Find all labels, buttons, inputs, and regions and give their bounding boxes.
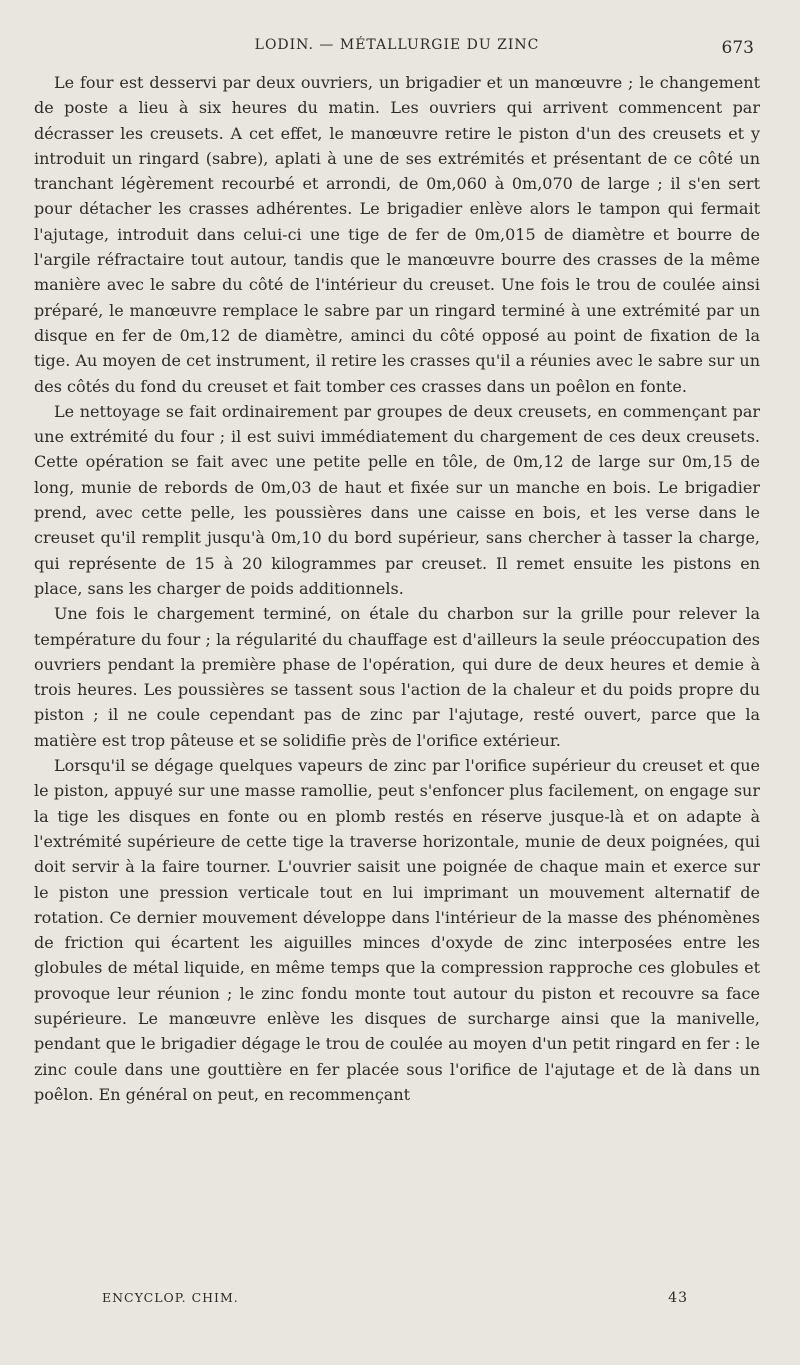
page-number: 673 <box>721 38 754 58</box>
body-text <box>34 70 760 1107</box>
signature-number: 43 <box>668 1290 688 1306</box>
paragraph-2: Le nettoyage se fait ordinairement par groupes de deux creusets, en commençant par une extrémité du four ; il est suivi immédiatement du chargement de ces deux creusets. Cette opération se fait avec une petite pelle en tôle, de 0m,12 de large sur 0m,15 de long, munie de rebords de 0m,03 de haut et fixée sur un manche en bois. Le brigadier prend, avec cette pelle, les poussières dans une caisse en bois, et les verse dans le creuset qu'il remplit jusqu'à 0m,10 du bord supérieur, sans chercher à tasser la charge, qui représente de 15 à 20 kilogrammes par creuset. Il remet ensuite les pistons en place, sans les charger de poids additionnels. <box>34 401 760 598</box>
paragraph-4: Lorsqu'il se dégage quelques vapeurs de zinc par l'orifice supérieur du creuset et que le piston, appuyé sur une masse ramollie, peut s'enfoncer plus facilement, on engage sur la tige les disques en fonte ou en plomb restés en réserve jusque-là et on adapte à l'extrémité supérieure de cette tige la traverse horizontale, munie de deux poignées, qui doit servir à la faire tourner. L'ouvrier saisit une poignée de chaque main et exerce sur le piston une pression verticale tout en lui imprimant un mouvement alternatif de rotation. Ce dernier mouvement développe dans l'intérieur de la masse des phénomènes de friction qui écartent les aiguilles minces d'oxyde de zinc interposées entre les globules de métal liquide, en même temps que la compression rapproche ces globules et provoque leur réunion ; le zinc fondu monte tout autour du piston et recouvre sa face supérieure. Le manœuvre enlève les disques de surcharge ainsi que la manivelle, pendant que le brigadier dégage le trou de coulée au moyen d'un petit ringard en fer : le zinc coule dans une gouttière en fer placée sous l'orifice de l'ajutage et de là dans un poêlon. En général on peut, en recommençant <box>34 756 760 1104</box>
paragraph-1: Le four est desservi par deux ouvriers, un brigadier et un manœuvre ; le changement de poste a lieu à six heures du matin. Les ouvriers qui arrivent commencent par décrasser les creusets. A cet effet, le manœuvre retire le piston d'un des creusets et y introduit un ringard (sabre), aplati à une de ses extrémités et présentant de ce côté un tranchant légèrement recourbé et arrondi, de 0m,060 à 0m,070 de large ; il s'en sert pour détacher les crasses adhérentes. Le brigadier enlève alors le tampon qui fermait l'ajutage, introduit dans celui-ci une tige de fer de 0m,015 de diamètre et bourre de l'argile réfractaire tout autour, tandis que le manœuvre bourre des crasses de la même manière avec le sabre du côté de l'intérieur du creuset. Une fois le trou de coulée ainsi préparé, le manœuvre remplace le sabre par un ringard terminé à une extrémité par un disque en fer de 0m,12 de diamètre, aminci du côté opposé au point de fixation de la tige. Au moyen de cet instrument, il retire les crasses qu'il a réunies avec le sabre sur un des côtés du fond du creuset et fait tomber ces crasses dans un poêlon en fonte. <box>34 73 760 396</box>
paragraph-3: Une fois le chargement terminé, on étale du charbon sur la grille pour relever la température du four ; la régularité du chauffage est d'ailleurs la seule préoccupation des ouvriers pendant la première phase de l'opération, qui dure de deux heures et demie à trois heures. Les poussières se tassent sous l'action de la chaleur et du poids propre du piston ; il ne coule cependant pas de zinc par l'ajutage, resté ouvert, parce que la matière est trop pâteuse et se solidifie près de l'orifice extérieur. <box>34 604 760 750</box>
running-title: LODIN. — MÉTALLURGIE DU ZINC <box>254 37 540 53</box>
running-header <box>34 30 760 70</box>
page-footer <box>102 1290 688 1312</box>
signature-mark: ENCYCLOP. CHIM. <box>102 1290 239 1305</box>
